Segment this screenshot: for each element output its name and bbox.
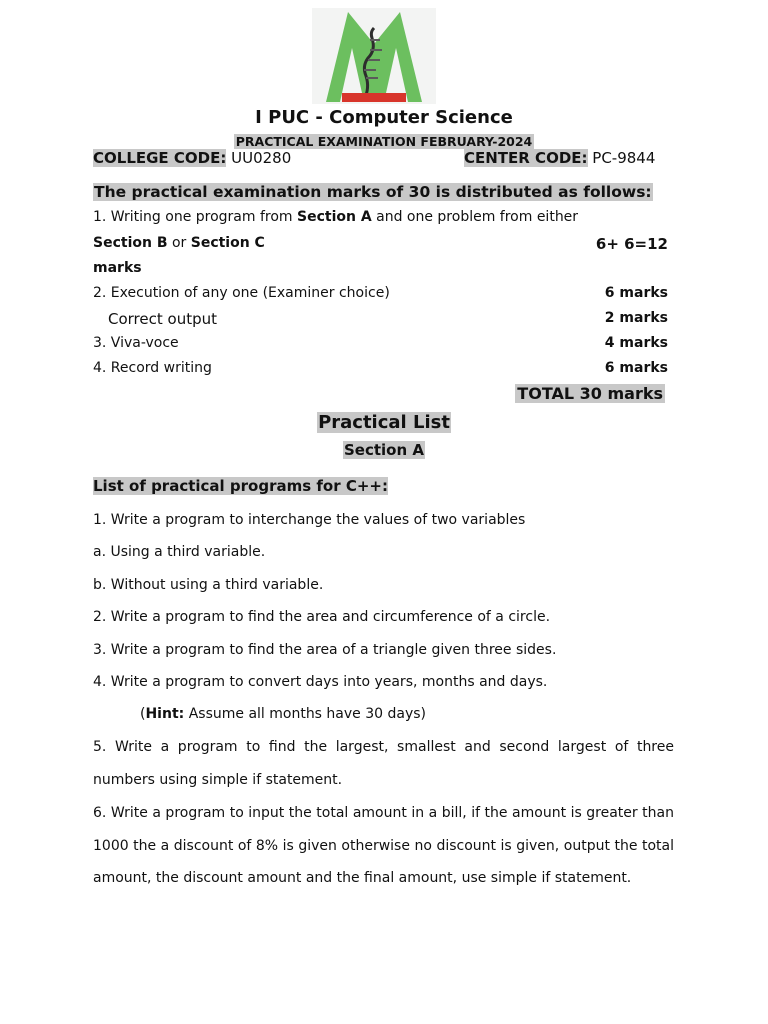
hint-label: Hint: <box>145 706 185 722</box>
practical-list-title <box>0 412 768 433</box>
program-4-hint <box>140 706 426 722</box>
section-a-heading-text: Section A <box>344 441 424 459</box>
distribution-item-2-sub: Correct output <box>108 310 217 328</box>
program-1b: b. Without using a third variable. <box>93 577 324 593</box>
hint-text: Assume all months have 30 days) <box>184 706 427 722</box>
item1-or: or <box>167 235 191 251</box>
exam-title-text: PRACTICAL EXAMINATION FEBRUARY-2024 <box>235 134 533 149</box>
hint-open-paren: ( <box>140 706 146 722</box>
college-code-value: UU0280 <box>226 149 292 167</box>
center-code <box>464 149 655 167</box>
distribution-heading <box>93 183 653 201</box>
item1-marks: 6+ 6=12 <box>595 235 668 253</box>
item2-sub-marks: 2 marks <box>604 310 668 326</box>
distribution-item-4: 4. Record writing <box>93 360 212 376</box>
page-title: I PUC - Computer Science <box>255 107 513 128</box>
item3-marks: 4 marks <box>604 335 668 351</box>
item1-section-c: Section C <box>190 235 265 251</box>
logo-emblem-icon <box>312 8 436 104</box>
distribution-heading-text: The practical examination marks of 30 is distributed as follows: <box>94 183 652 201</box>
program-5: 5. Write a program to find the largest, smallest and second largest of three numbers using simple if statement. <box>93 739 674 788</box>
item1-mid: and one problem from either <box>371 209 579 225</box>
total-marks: TOTAL 30 marks <box>517 384 663 403</box>
center-code-label: CENTER CODE: <box>464 149 588 167</box>
center-code-value: PC-9844 <box>587 149 656 167</box>
program-list-heading: List of practical programs for C++: <box>93 477 388 495</box>
college-code <box>93 149 291 167</box>
exam-title <box>0 134 768 149</box>
item2-marks: 6 marks <box>604 285 668 301</box>
section-a-heading <box>0 441 768 459</box>
college-code-label: COLLEGE CODE: <box>93 149 227 167</box>
program-2: 2. Write a program to find the area and circumference of a circle. <box>93 609 551 625</box>
item4-marks: 6 marks <box>604 360 668 376</box>
distribution-item-3: 3. Viva-voce <box>93 335 179 351</box>
program-4: 4. Write a program to convert days into years, months and days. <box>93 674 548 690</box>
program-3: 3. Write a program to find the area of a triangle given three sides. <box>93 642 557 658</box>
distribution-item-2: 2. Execution of any one (Examiner choice) <box>93 285 390 301</box>
program-1a: a. Using a third variable. <box>93 544 266 560</box>
distribution-item-1-cont <box>93 235 265 251</box>
college-logo <box>312 8 436 104</box>
distribution-item-1 <box>93 209 578 225</box>
item1-section-a: Section A <box>297 209 372 225</box>
item1-prefix: 1. Writing one program from <box>93 209 297 225</box>
item1-section-b: Section B <box>93 235 168 251</box>
item1-marks-word: marks <box>93 260 142 276</box>
program-1: 1. Write a program to interchange the values of two variables <box>93 512 526 528</box>
program-6: 6. Write a program to input the total amount in a bill, if the amount is greater than 1000 the a discount of 8% is given otherwise no discount is given, output the total amount, the discount amount and the final amount, use simple if statement. <box>93 805 674 886</box>
practical-list-title-text: Practical List <box>318 412 450 433</box>
